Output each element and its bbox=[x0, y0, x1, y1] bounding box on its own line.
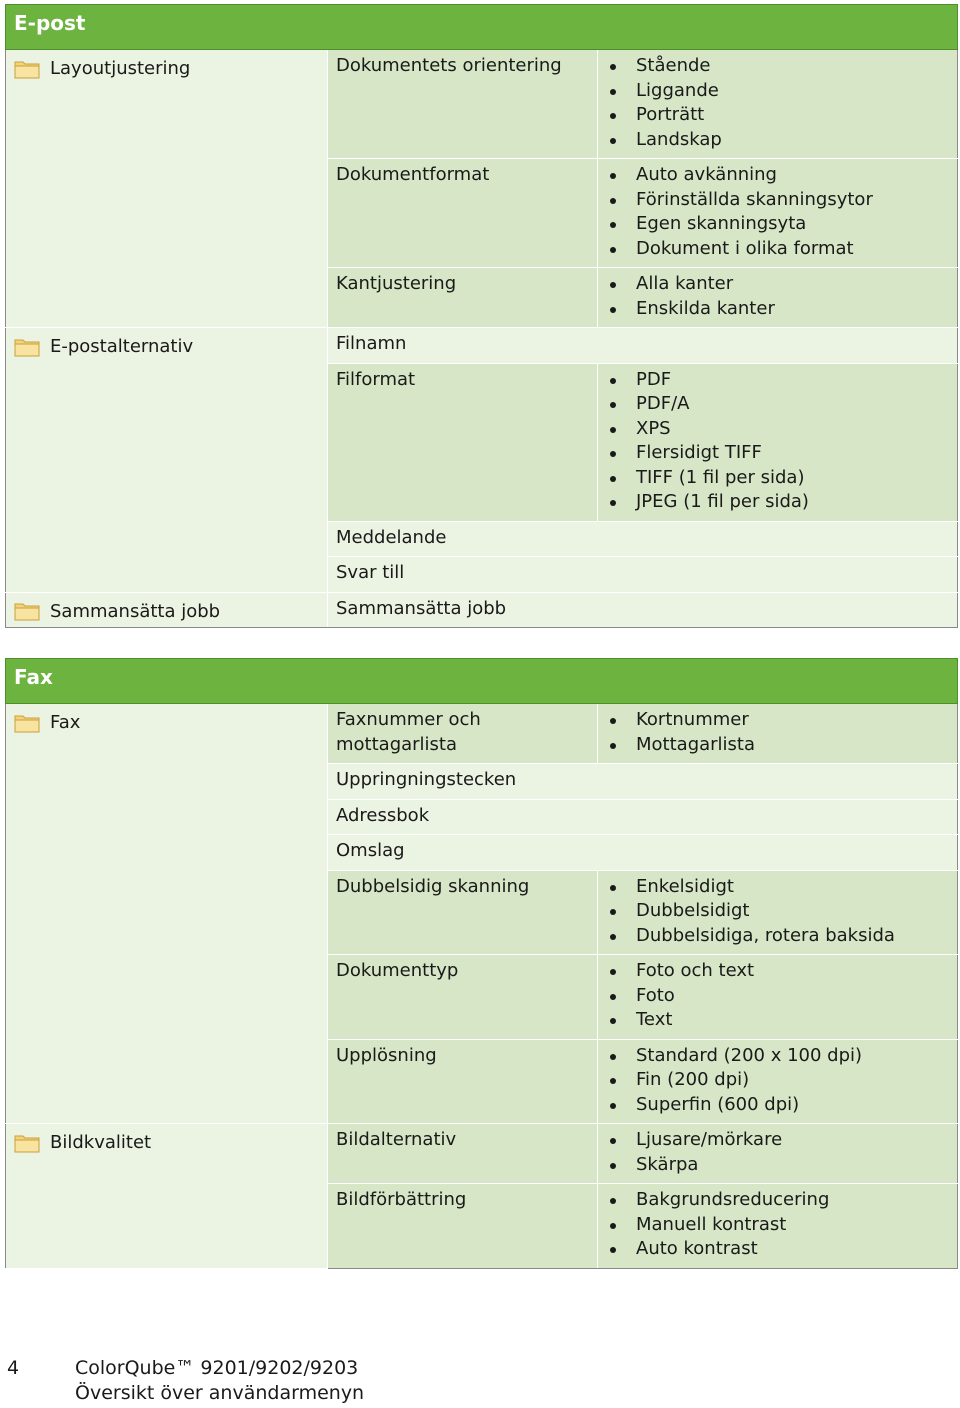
setting-cell bbox=[328, 521, 958, 557]
setting-cell bbox=[328, 799, 958, 835]
options-list bbox=[598, 1184, 957, 1268]
options-list bbox=[598, 268, 957, 327]
category-label: Bildkvalitet bbox=[50, 1132, 152, 1153]
option-item: Bakgrundsreducering bbox=[606, 1188, 949, 1213]
options-list bbox=[598, 159, 957, 267]
options-list bbox=[598, 364, 957, 521]
setting-cell bbox=[328, 328, 958, 364]
options-cell bbox=[598, 50, 958, 159]
setting-label: Kantjustering bbox=[336, 273, 457, 294]
category-cell-e-postalternativ bbox=[6, 328, 328, 593]
folder-icon bbox=[14, 601, 40, 621]
option-item: Manuell kontrast bbox=[606, 1213, 949, 1238]
option-item: Enskilda kanter bbox=[606, 297, 949, 322]
setting-cell bbox=[328, 159, 598, 268]
option-item: Porträtt bbox=[606, 103, 949, 128]
setting-label: Bildalternativ bbox=[336, 1129, 457, 1150]
options-list bbox=[598, 1040, 957, 1124]
setting-cell bbox=[328, 363, 598, 521]
option-item: Foto och text bbox=[606, 959, 949, 984]
option-item: Dubbelsidigt bbox=[606, 899, 949, 924]
option-item: Kortnummer bbox=[606, 708, 949, 733]
options-cell bbox=[598, 870, 958, 955]
setting-label: Adressbok bbox=[336, 804, 430, 826]
setting-label: Omslag bbox=[336, 840, 405, 861]
option-item: Stående bbox=[606, 54, 949, 79]
setting-cell bbox=[328, 835, 958, 871]
option-item: Förinställda skanningsytor bbox=[606, 188, 949, 213]
options-list bbox=[598, 955, 957, 1039]
options-cell bbox=[598, 1124, 958, 1184]
option-item: Auto kontrast bbox=[606, 1237, 949, 1262]
option-item: Landskap bbox=[606, 128, 949, 153]
folder-icon bbox=[14, 713, 40, 733]
setting-label: Dubbelsidig skanning bbox=[336, 875, 530, 897]
setting-label: Uppringningstecken bbox=[336, 769, 517, 790]
option-item: Enkelsidigt bbox=[606, 875, 949, 900]
menu-row bbox=[6, 1124, 958, 1184]
page-number: 4 bbox=[7, 1357, 20, 1379]
category-cell-fax bbox=[6, 704, 328, 1124]
category-cell-layoutjustering bbox=[6, 50, 328, 328]
setting-label: Dokumenttyp bbox=[336, 960, 459, 981]
options-cell bbox=[598, 159, 958, 268]
setting-label: Sammansätta jobb bbox=[336, 597, 507, 619]
options-list bbox=[598, 704, 957, 763]
options-cell bbox=[598, 704, 958, 764]
setting-cell bbox=[328, 592, 958, 628]
menu-row bbox=[6, 50, 958, 159]
options-cell bbox=[598, 363, 958, 521]
option-item: Dubbelsidiga, rotera baksida bbox=[606, 924, 949, 949]
option-item: Text bbox=[606, 1008, 949, 1033]
option-item: Flersidigt TIFF bbox=[606, 441, 949, 466]
setting-cell bbox=[328, 955, 598, 1040]
document-subtitle: Översikt över användarmenyn bbox=[75, 1381, 365, 1404]
category-cell-bildkvalitet bbox=[6, 1124, 328, 1269]
options-list bbox=[598, 1124, 957, 1183]
setting-cell bbox=[328, 1124, 598, 1184]
folder-icon bbox=[14, 337, 40, 357]
setting-cell bbox=[328, 704, 598, 764]
option-item: Fin (200 dpi) bbox=[606, 1068, 949, 1093]
options-cell bbox=[598, 1039, 958, 1124]
setting-label: Bildförbättring bbox=[336, 1189, 467, 1210]
setting-cell bbox=[328, 870, 598, 955]
setting-label: Svar till bbox=[336, 562, 405, 583]
option-item: Alla kanter bbox=[606, 272, 949, 297]
option-item: Standard (200 x 100 dpi) bbox=[606, 1044, 949, 1069]
option-item: JPEG (1 fil per sida) bbox=[606, 490, 949, 515]
menu-row bbox=[6, 704, 958, 764]
options-list bbox=[598, 871, 957, 955]
fax-menu-table bbox=[5, 658, 958, 1269]
menu-row bbox=[6, 592, 958, 628]
product-name: ColorQube™ 9201/9202/9203 bbox=[75, 1357, 359, 1379]
option-item: Liggande bbox=[606, 79, 949, 104]
setting-label: Dokumentets orientering bbox=[336, 55, 562, 76]
options-cell bbox=[598, 955, 958, 1040]
option-item: Auto avkänning bbox=[606, 163, 949, 188]
category-cell-sammansatta-jobb bbox=[6, 592, 328, 628]
option-item: Foto bbox=[606, 984, 949, 1009]
option-item: Skärpa bbox=[606, 1153, 949, 1178]
setting-label: Filformat bbox=[336, 368, 416, 390]
options-cell bbox=[598, 1184, 958, 1269]
setting-cell bbox=[328, 268, 598, 328]
category-label: E-postalternativ bbox=[50, 336, 194, 357]
fax-section-header: Fax bbox=[6, 659, 958, 704]
option-item: Dokument i olika format bbox=[606, 237, 949, 262]
option-item: Egen skanningsyta bbox=[606, 212, 949, 237]
setting-label: Faxnummer och mottagarlista bbox=[336, 709, 481, 755]
menu-row bbox=[6, 328, 958, 364]
option-item: PDF/A bbox=[606, 392, 949, 417]
email-section-header: E-post bbox=[6, 5, 958, 50]
option-item: PDF bbox=[606, 368, 949, 393]
options-list bbox=[598, 50, 957, 158]
setting-cell bbox=[328, 1039, 598, 1124]
folder-icon bbox=[14, 59, 40, 79]
category-label: Layoutjustering bbox=[50, 58, 191, 79]
setting-label: Meddelande bbox=[336, 526, 447, 548]
setting-cell bbox=[328, 50, 598, 159]
option-item: Ljusare/mörkare bbox=[606, 1128, 949, 1153]
folder-icon bbox=[14, 1133, 40, 1153]
option-item: Superfin (600 dpi) bbox=[606, 1093, 949, 1118]
category-label: Fax bbox=[50, 712, 81, 733]
options-cell bbox=[598, 268, 958, 328]
setting-cell bbox=[328, 557, 958, 593]
setting-label: Dokumentformat bbox=[336, 164, 490, 185]
category-label: Sammansätta jobb bbox=[50, 600, 221, 622]
setting-cell bbox=[328, 1184, 598, 1269]
setting-label: Upplösning bbox=[336, 1044, 437, 1066]
email-menu-table bbox=[5, 4, 958, 628]
option-item: TIFF (1 fil per sida) bbox=[606, 466, 949, 491]
option-item: XPS bbox=[606, 417, 949, 442]
setting-label: Filnamn bbox=[336, 333, 407, 354]
setting-cell bbox=[328, 764, 958, 800]
option-item: Mottagarlista bbox=[606, 733, 949, 758]
